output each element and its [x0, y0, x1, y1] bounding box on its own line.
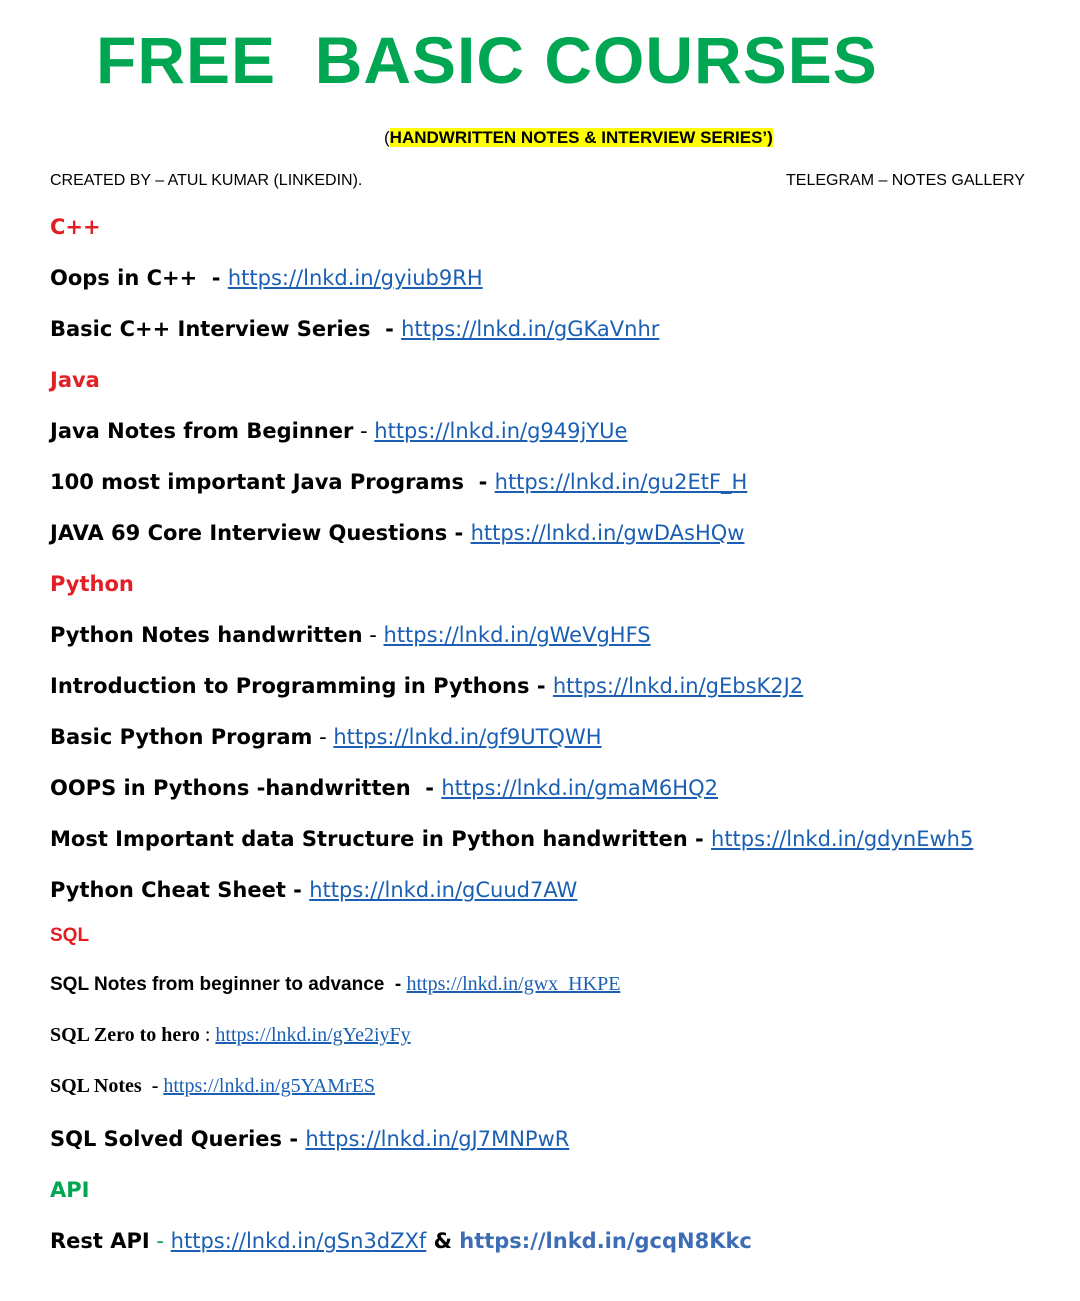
item-sep: -	[285, 878, 310, 902]
list-item	[50, 1072, 375, 1100]
subtitle-highlight: HANDWRITTEN NOTES & INTERVIEW SERIES’)	[389, 128, 773, 147]
item-link[interactable]: https://lnkd.in/gf9UTQWH	[333, 725, 602, 749]
list-item	[50, 417, 627, 445]
section-heading-java: Java	[50, 368, 100, 392]
item-label: Basic Python Program	[50, 725, 313, 749]
list-item	[50, 264, 483, 292]
item-label: SQL Zero to hero	[50, 1024, 200, 1046]
item-sep: -	[312, 725, 334, 749]
list-item	[50, 723, 602, 751]
item-label: SQL Notes from beginner to advance	[50, 974, 390, 995]
item-label: 100 most important Java Programs	[50, 470, 472, 494]
item-link[interactable]: https://lnkd.in/gyiub9RH	[227, 266, 483, 290]
list-item	[50, 876, 577, 904]
item-link[interactable]: https://lnkd.in/gwDAsHQw	[470, 521, 745, 545]
item-sep: -	[282, 1127, 306, 1151]
item-label: Java Notes from Beginner	[50, 419, 354, 443]
item-label: JAVA 69 Core Interview Questions	[50, 521, 448, 545]
list-item	[50, 519, 744, 547]
subtitle	[384, 128, 773, 148]
item-link[interactable]: https://lnkd.in/gWeVgHFS	[383, 623, 651, 647]
item-sep: -	[529, 674, 553, 698]
item-link[interactable]: https://lnkd.in/gu2EtF_H	[494, 470, 748, 494]
item-link[interactable]: https://lnkd.in/gwx_HKPE	[406, 973, 621, 995]
item-label: OOPS in Pythons -handwritten	[50, 776, 418, 800]
list-item	[50, 1021, 411, 1049]
item-label: Most Important data Structure in Python handwritten	[50, 827, 688, 851]
created-by: CREATED BY – ATUL KUMAR (LINKEDIN).	[50, 172, 363, 189]
item-sep: -	[149, 1229, 171, 1253]
item-sep: :	[199, 1024, 216, 1046]
item-link[interactable]: https://lnkd.in/gYe2iyFy	[215, 1024, 411, 1046]
list-item	[50, 825, 973, 853]
item-sep: -	[389, 974, 407, 995]
item-sep: -	[146, 1075, 164, 1097]
list-item	[50, 672, 803, 700]
item-label: Basic C++ Interview Series	[50, 317, 378, 341]
item-sep: -	[353, 419, 375, 443]
subtitle-paren: (	[384, 128, 390, 147]
item-link[interactable]: https://lnkd.in/gmaM6HQ2	[441, 776, 718, 800]
item-link[interactable]: https://lnkd.in/gCuud7AW	[309, 878, 578, 902]
item-label: SQL Solved Queries	[50, 1127, 283, 1151]
item-link[interactable]: https://lnkd.in/gdynEwh5	[711, 827, 974, 851]
item-label: Oops in C++	[50, 266, 205, 290]
item-label: Python Notes handwritten	[50, 623, 363, 647]
item-sep: -	[377, 317, 402, 341]
list-item	[50, 315, 659, 343]
item-label: Introduction to Programming in Pythons	[50, 674, 530, 698]
list-item	[50, 468, 747, 496]
item-sep: -	[687, 827, 712, 851]
item-label: SQL Notes	[50, 1075, 147, 1097]
item-sep: -	[204, 266, 228, 290]
item-sep: -	[447, 521, 471, 545]
item-sep: -	[471, 470, 495, 494]
item-label: Rest API	[50, 1229, 150, 1253]
list-item	[50, 621, 651, 649]
item-link[interactable]: https://lnkd.in/g5YAMrES	[163, 1075, 376, 1097]
section-heading-sql: SQL	[50, 925, 90, 946]
list-item	[50, 1227, 752, 1255]
page-title: FREE BASIC COURSES	[96, 23, 878, 97]
list-item	[50, 970, 620, 999]
item-link[interactable]: https://lnkd.in/gEbsK2J2	[552, 674, 804, 698]
section-heading-api: API	[50, 1178, 90, 1202]
item-link-2[interactable]: https://lnkd.in/gcqN8Kkc	[459, 1229, 752, 1253]
item-amp: &	[426, 1229, 460, 1253]
item-sep: -	[418, 776, 442, 800]
item-link[interactable]: https://lnkd.in/gSn3dZXf	[170, 1229, 427, 1253]
item-link[interactable]: https://lnkd.in/gGKaVnhr	[401, 317, 660, 341]
telegram-credit: TELEGRAM – NOTES GALLERY	[786, 172, 1025, 189]
item-link[interactable]: https://lnkd.in/gJ7MNPwR	[305, 1127, 570, 1151]
list-item	[50, 774, 718, 802]
item-sep: -	[362, 623, 384, 647]
item-label: Python Cheat Sheet	[50, 878, 286, 902]
section-heading-cpp: C++	[50, 215, 101, 239]
list-item	[50, 1125, 569, 1153]
section-heading-python: Python	[50, 572, 134, 596]
item-link[interactable]: https://lnkd.in/g949jYUe	[374, 419, 628, 443]
